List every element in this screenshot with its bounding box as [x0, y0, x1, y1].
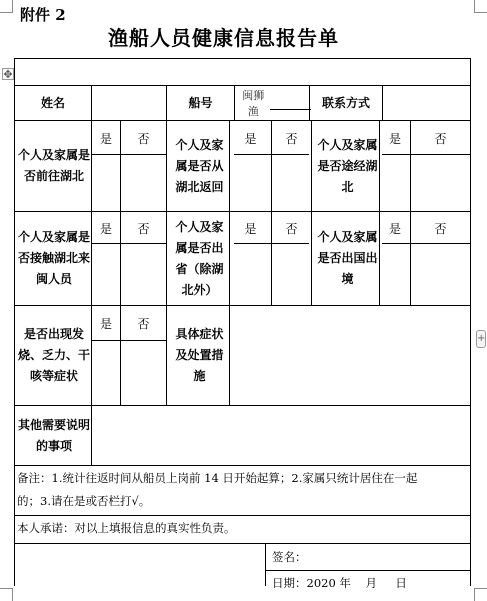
- pledge-text: 本人承诺：对以上填报信息的真实性负责。: [17, 521, 236, 535]
- signature-field[interactable]: [306, 545, 469, 569]
- symptoms-handling-label: 具体症状及处置措施: [175, 327, 224, 383]
- no-label: 否: [137, 131, 150, 146]
- yes-label: 是: [244, 221, 257, 236]
- other-notes-label: 其他需要说明的事项: [18, 417, 91, 453]
- no-checkbox[interactable]: [272, 244, 311, 305]
- boat-number-blank: [270, 97, 311, 110]
- date-label: 日期：2020 年 月 日: [272, 576, 407, 590]
- question-hubei-to: 个人及家属是否前往湖北: [18, 148, 91, 183]
- remark-line-2: 的；3.请在是或否栏打√。: [17, 494, 151, 508]
- page-margin-mark: [0, 588, 13, 601]
- name-label: 姓名: [40, 95, 65, 110]
- no-checkbox[interactable]: [121, 155, 166, 211]
- yes-label: 是: [99, 317, 112, 331]
- boat-field[interactable]: [235, 86, 311, 120]
- question-symptoms: 是否出现发烧、乏力、干咳等症状: [18, 327, 91, 383]
- yes-label: 是: [244, 131, 257, 146]
- table-top-border: [14, 58, 470, 59]
- yes-label: 是: [99, 131, 112, 146]
- yes-checkbox[interactable]: [230, 244, 271, 305]
- table-row-line: [265, 570, 470, 571]
- contact-field[interactable]: [383, 86, 470, 120]
- yes-label: 是: [99, 221, 112, 236]
- no-label: 否: [434, 221, 447, 236]
- signature-label: 签名：: [272, 550, 307, 564]
- table-col-line: [265, 543, 266, 586]
- page-title: 渔船人员健康信息报告单: [108, 26, 339, 50]
- yes-checkbox[interactable]: [380, 244, 410, 305]
- table-left-border: [14, 58, 15, 586]
- table-resize-handle-icon[interactable]: +: [476, 330, 486, 348]
- symptoms-handling-field[interactable]: [230, 306, 470, 405]
- yes-checkbox[interactable]: [230, 155, 271, 211]
- yes-label: 是: [388, 131, 401, 146]
- boat-prefix: 闽狮渔: [242, 89, 265, 118]
- question-abroad: 个人及家属是否出国出境: [317, 230, 378, 286]
- yes-label: 是: [388, 221, 401, 236]
- table-right-border: [470, 58, 471, 586]
- no-checkbox[interactable]: [121, 341, 166, 405]
- attachment-label: 附件 2: [20, 6, 66, 24]
- no-label: 否: [434, 131, 447, 146]
- no-checkbox[interactable]: [411, 244, 470, 305]
- page-margin-mark: [474, 588, 487, 601]
- table-col-line: [166, 85, 167, 405]
- table-col-line: [311, 120, 312, 305]
- table-row-line: [14, 465, 470, 466]
- yes-checkbox[interactable]: [92, 155, 120, 211]
- boat-label: 船号: [188, 95, 213, 110]
- other-notes-field[interactable]: [92, 406, 470, 465]
- no-label: 否: [285, 221, 298, 236]
- yes-checkbox[interactable]: [380, 155, 410, 211]
- question-hubei-via: 个人及家属是否途经湖北: [317, 137, 378, 194]
- table-row-line: [14, 515, 470, 516]
- remark-line-1: 备注：1.统计往返时间从船员上岗前 14 日开始起算；2.家属只统计居住在一起: [17, 471, 418, 485]
- no-checkbox[interactable]: [411, 155, 470, 211]
- yes-checkbox[interactable]: [92, 341, 120, 405]
- table-move-handle-icon[interactable]: ✥: [3, 68, 13, 81]
- table-row-line: [14, 543, 470, 544]
- no-checkbox[interactable]: [272, 155, 311, 211]
- page-margin-mark: [0, 0, 13, 13]
- no-label: 否: [285, 131, 298, 146]
- question-out-province: 个人及家属是否出省（除湖北外）: [175, 219, 224, 297]
- question-hubei-from: 个人及家属是否从湖北返回: [175, 137, 224, 194]
- no-checkbox[interactable]: [121, 244, 166, 305]
- contact-label: 联系方式: [321, 95, 370, 110]
- page-margin-mark: [474, 0, 487, 13]
- question-contact-hubei: 个人及家属是否接触湖北来闽人员: [18, 230, 91, 286]
- name-field[interactable]: [92, 86, 166, 120]
- no-label: 否: [137, 221, 150, 236]
- no-label: 否: [137, 317, 150, 331]
- yes-checkbox[interactable]: [92, 244, 120, 305]
